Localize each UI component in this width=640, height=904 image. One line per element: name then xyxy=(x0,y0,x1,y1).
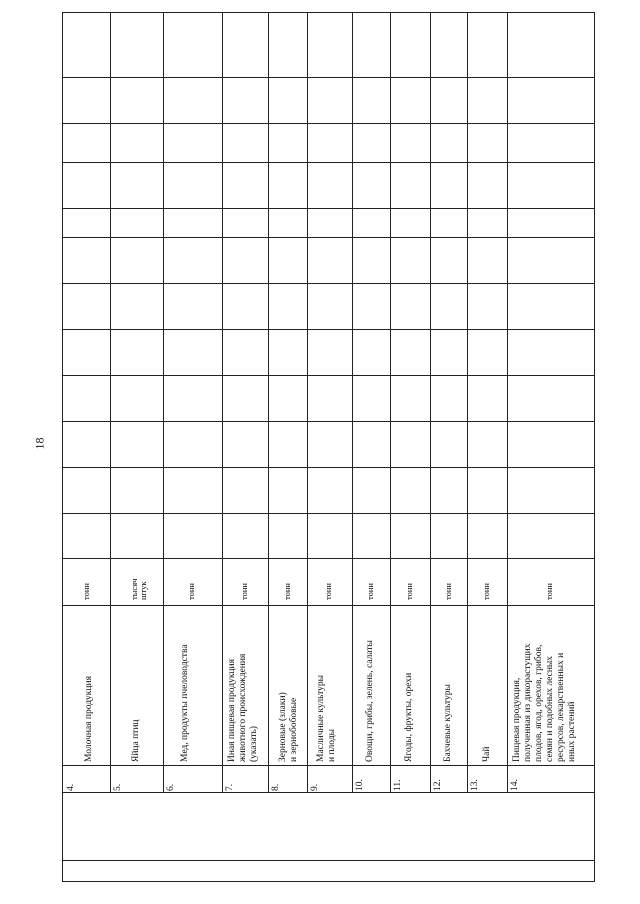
grid-line xyxy=(62,765,595,766)
row-name: Яйца птиц xyxy=(131,719,141,762)
grid-line xyxy=(62,208,595,209)
grid-line xyxy=(307,12,308,793)
grid-line xyxy=(62,513,595,514)
grid-line xyxy=(62,792,595,793)
grid-line xyxy=(62,123,595,124)
grid-line xyxy=(507,12,508,793)
row-unit: тонн xyxy=(404,583,414,600)
row-number: 6. xyxy=(166,783,176,791)
row-unit: тонн xyxy=(282,583,292,600)
row-number: 14. xyxy=(510,779,520,791)
row-unit: тысяч штук xyxy=(129,578,148,600)
row-number: 10. xyxy=(355,779,365,791)
grid-line xyxy=(62,77,595,78)
row-number: 9. xyxy=(310,783,320,791)
row-name: Масличные культуры и плоды xyxy=(316,675,337,762)
row-name: Бахчевые культуры xyxy=(443,684,453,762)
row-name: Молочная продукция xyxy=(84,676,94,762)
grid-line xyxy=(222,12,223,793)
grid-line xyxy=(467,12,468,793)
row-unit: тонн xyxy=(186,583,196,600)
row-unit: тонн xyxy=(365,583,375,600)
grid-line xyxy=(62,283,595,284)
row-unit: тонн xyxy=(239,583,249,600)
row-name: Пищевая продукция, полученная из дикорастущих плодов, ягод, орехов, грибов, семян и подобных лесных ресурсов, лекарственных и иных растений xyxy=(512,643,577,762)
row-number: 5. xyxy=(113,783,123,791)
row-name: Ягоды, фрукты, орехи xyxy=(404,672,414,762)
grid-line xyxy=(110,12,111,793)
row-unit: тонн xyxy=(443,583,453,600)
row-name: Зерновые (злаки) и зернобобовые xyxy=(278,692,299,762)
grid-line xyxy=(62,421,595,422)
row-number: 13. xyxy=(470,779,480,791)
row-number: 7. xyxy=(225,783,235,791)
row-unit: тонн xyxy=(81,583,91,600)
grid-line xyxy=(62,162,595,163)
row-name: Иная пищевая продукция животного происхождения (указать) xyxy=(227,653,259,762)
row-unit: тонн xyxy=(544,583,554,600)
grid-line xyxy=(62,558,595,559)
grid-line xyxy=(268,12,269,793)
row-unit: тонн xyxy=(323,583,333,600)
row-name: Мед, продукты пчеловодства xyxy=(180,644,190,762)
grid-line xyxy=(163,12,164,793)
grid-line xyxy=(62,467,595,468)
grid-line xyxy=(62,237,595,238)
row-number: 4. xyxy=(66,783,76,791)
grid-line xyxy=(352,12,353,793)
grid-line xyxy=(62,329,595,330)
row-number: 8. xyxy=(271,783,281,791)
grid-line xyxy=(62,375,595,376)
row-unit: тонн xyxy=(481,583,491,600)
page-number: 18 xyxy=(32,437,47,450)
row-name: Чай xyxy=(482,746,492,762)
row-name: Овощи, грибы, зелень, салаты xyxy=(365,640,375,762)
grid-line xyxy=(62,860,595,861)
grid-line xyxy=(62,605,595,606)
grid-line xyxy=(430,12,431,793)
row-number: 12. xyxy=(433,779,443,791)
row-number: 11. xyxy=(393,779,403,791)
grid-line xyxy=(390,12,391,793)
